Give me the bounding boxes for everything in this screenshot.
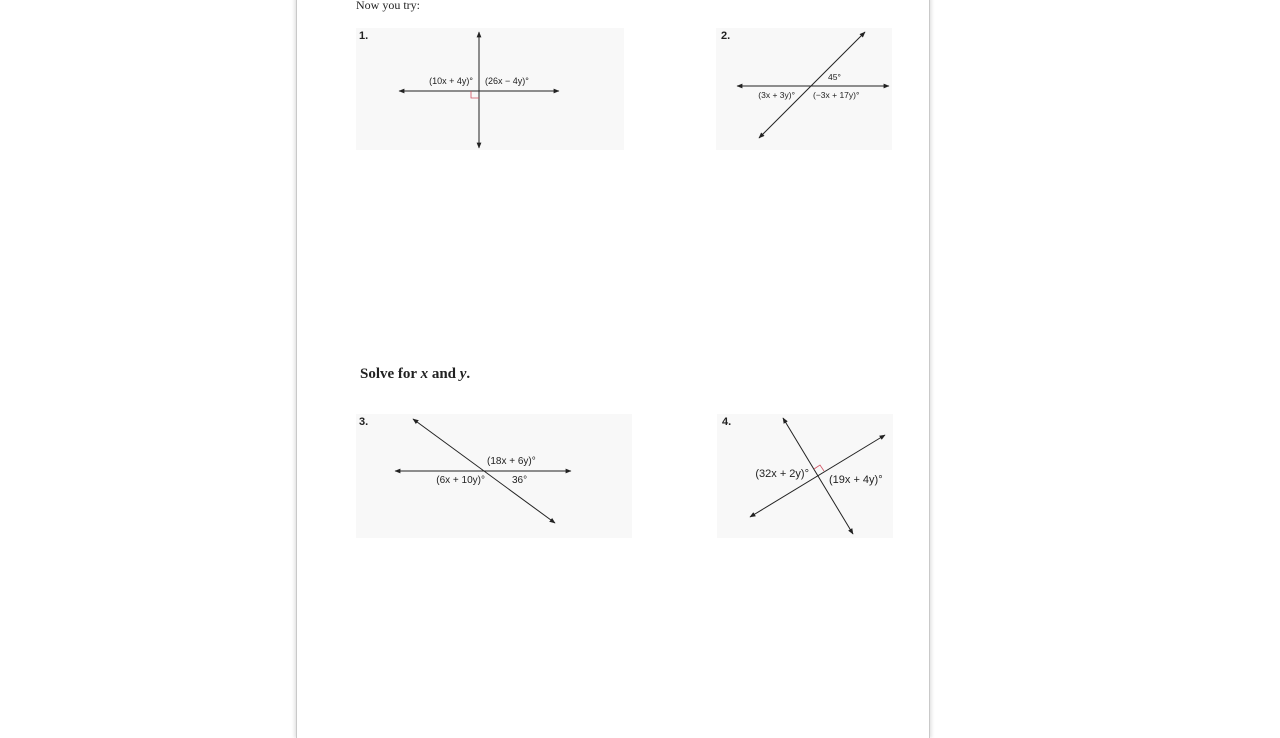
intro-text: Now you try: [356,0,420,12]
problem-1-number: 1. [359,30,369,42]
problem-2-label-45: 45° [828,72,841,82]
figure-4 [750,418,885,534]
problem-4-number: 4. [722,416,732,428]
figure-4-right-angle-mark [814,465,824,471]
figures-canvas [297,0,929,718]
section-title: Solve for x and y. [360,366,471,382]
worksheet-page [296,0,930,738]
problem-2-number: 2. [721,30,731,42]
figure-3 [395,419,571,523]
problem-4-label-right: (19x + 4y)° [829,474,883,486]
problem-4-label-left: (32x + 2y)° [755,468,809,480]
problem-3-label-left: (6x + 10y)° [436,475,485,486]
problem-3-number: 3. [359,416,369,428]
problem-2-label-right: (−3x + 17y)° [813,90,860,100]
problem-1-label-right: (26x − 4y)° [485,76,529,86]
problem-1-label-left: (10x + 4y)° [429,76,473,86]
problem-3-label-top: (18x + 6y)° [487,456,536,467]
figure-2-transversal [759,32,865,138]
figure-2 [737,32,889,138]
problem-3-label-36: 36° [512,475,528,486]
figure-1 [399,32,559,148]
figure-1-right-angle-mark [471,91,479,98]
problem-2-label-left: (3x + 3y)° [758,90,795,100]
